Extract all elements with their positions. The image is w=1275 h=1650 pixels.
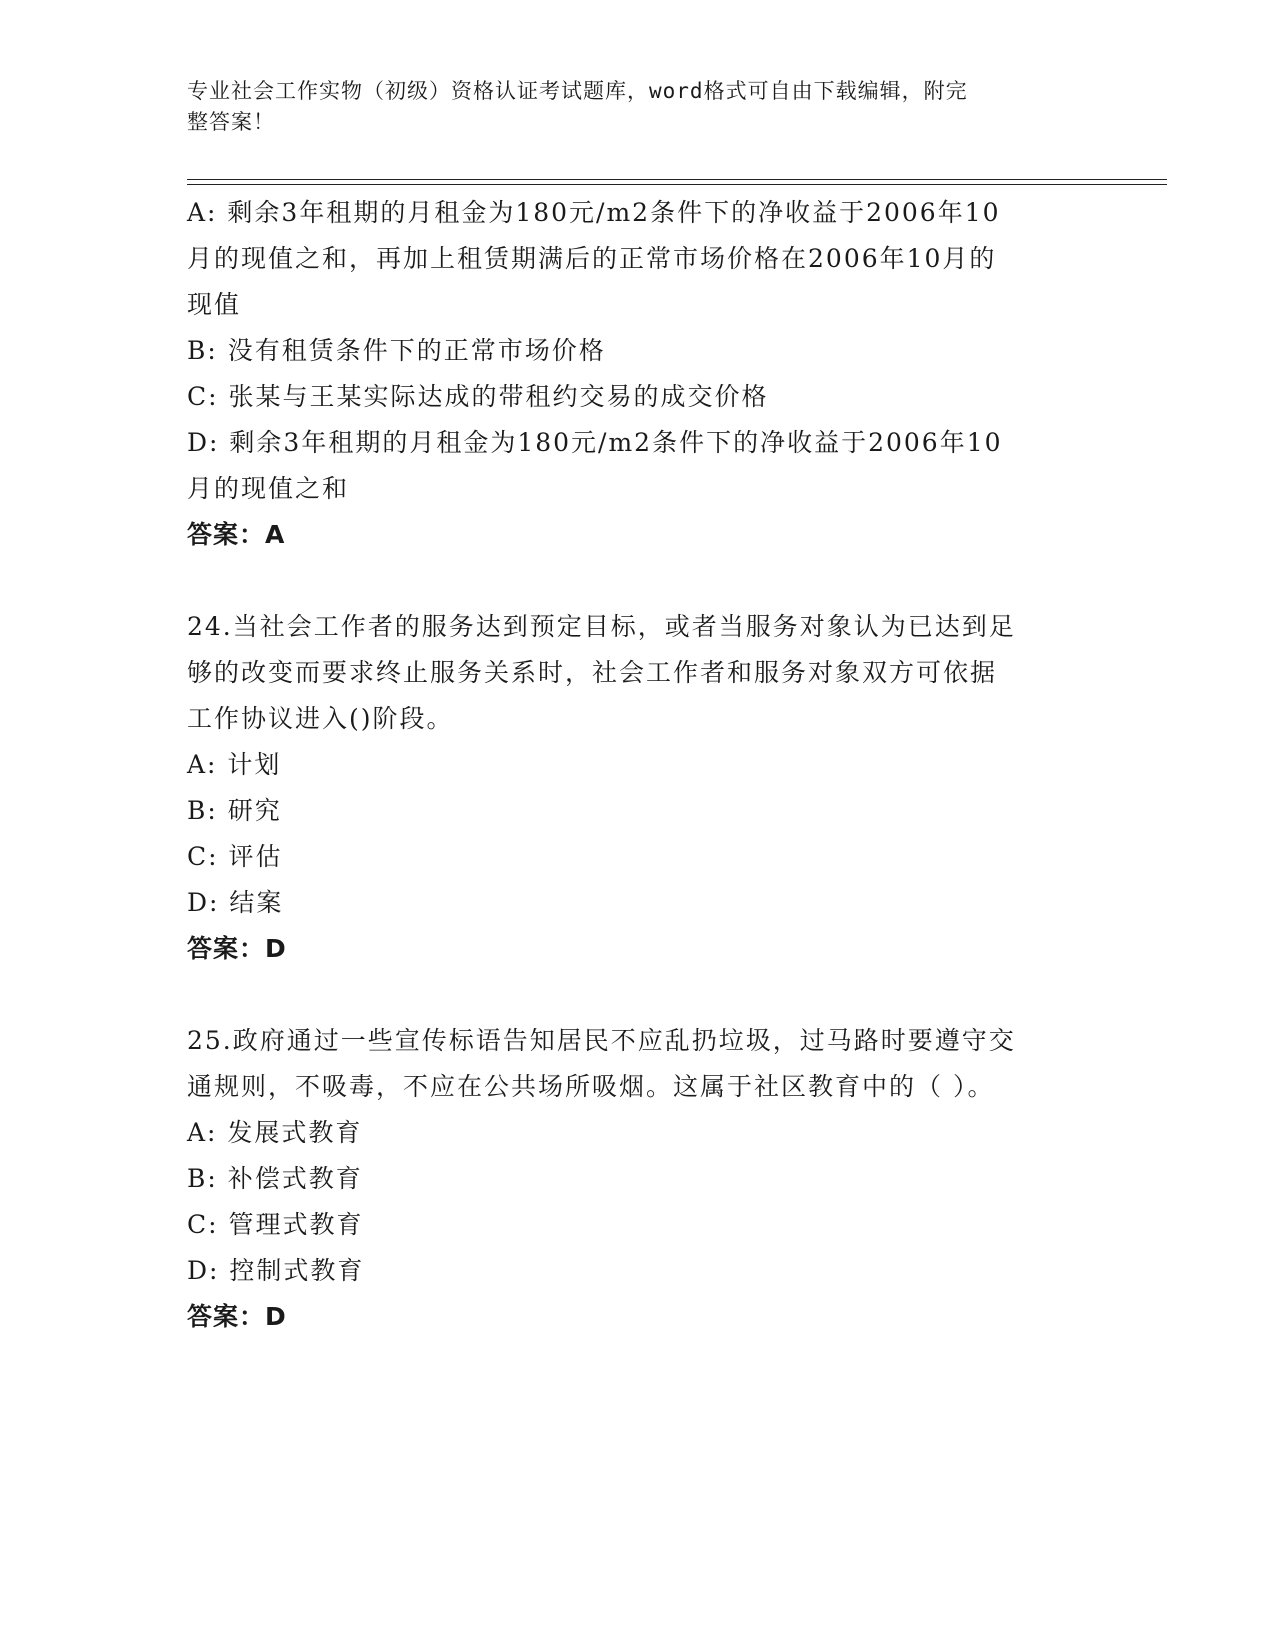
header-line: 专业社会工作实物（初级）资格认证考试题库，word格式可自由下载编辑，附完 <box>187 79 968 103</box>
spacer <box>187 558 1087 604</box>
answer-label: 答案：A <box>187 520 286 549</box>
question-stem: 24.当社会工作者的服务达到预定目标，或者当服务对象认为已达到足 <box>187 612 1016 641</box>
answer-label: 答案：D <box>187 1302 287 1331</box>
option-b: B: 没有租赁条件下的正常市场价格 <box>187 336 606 365</box>
option-d: D: 控制式教育 <box>187 1256 365 1285</box>
question-23 <box>187 190 1087 558</box>
spacer <box>187 972 1087 1018</box>
option-d: 月的现值之和 <box>187 474 350 503</box>
option-a: A: 发展式教育 <box>187 1118 363 1147</box>
header-divider <box>187 184 1167 185</box>
question-stem: 工作协议进入()阶段。 <box>187 704 454 733</box>
question-24 <box>187 604 1087 972</box>
option-a: A: 剩余3年租期的月租金为180元/m2条件下的净收益于2006年10 <box>187 198 1001 227</box>
option-a: 现值 <box>187 290 242 319</box>
document-header <box>187 76 1067 138</box>
question-stem: 够的改变而要求终止服务关系时，社会工作者和服务对象双方可依据 <box>187 658 998 687</box>
question-list <box>187 190 1087 1340</box>
option-c: C: 评估 <box>187 842 283 871</box>
question-stem: 25.政府通过一些宣传标语告知居民不应乱扔垃圾，过马路时要遵守交 <box>187 1026 1016 1055</box>
option-b: B: 补偿式教育 <box>187 1164 363 1193</box>
option-b: B: 研究 <box>187 796 282 825</box>
header-line: 整答案！ <box>187 110 275 134</box>
option-a: 月的现值之和，再加上租赁期满后的正常市场价格在2006年10月的 <box>187 244 997 273</box>
answer-label: 答案：D <box>187 934 287 963</box>
header-divider <box>187 179 1167 180</box>
question-25 <box>187 1018 1087 1340</box>
option-a: A: 计划 <box>187 750 282 779</box>
option-c: C: 张某与王某实际达成的带租约交易的成交价格 <box>187 382 769 411</box>
option-d: D: 剩余3年租期的月租金为180元/m2条件下的净收益于2006年10 <box>187 428 1003 457</box>
option-c: C: 管理式教育 <box>187 1210 364 1239</box>
option-d: D: 结案 <box>187 888 284 917</box>
question-stem: 通规则，不吸毒，不应在公共场所吸烟。这属于社区教育中的（ ）。 <box>187 1072 995 1101</box>
